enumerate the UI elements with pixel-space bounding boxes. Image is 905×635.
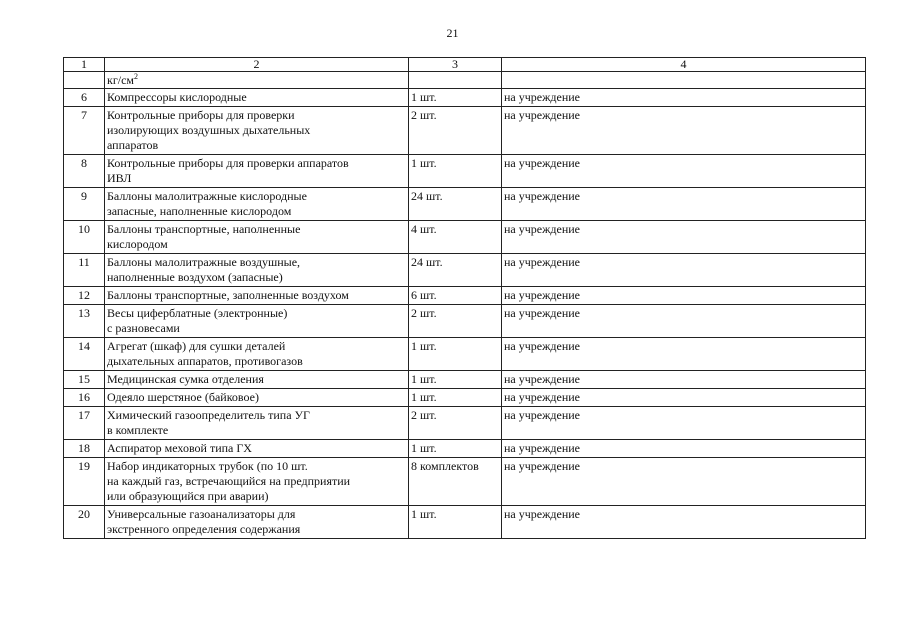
table-row [64, 254, 866, 287]
table-row [64, 407, 866, 440]
item-name-line: Контрольные приборы для проверки [107, 108, 295, 122]
item-name-line: с разновесами [107, 321, 180, 335]
row-number: 7 [64, 107, 105, 155]
unit-cell [105, 72, 409, 89]
table-header-row [64, 58, 866, 72]
item-quantity: 4 шт. [409, 221, 502, 254]
header-cell-4: 4 [502, 58, 866, 72]
item-name-line: аппаратов [107, 138, 159, 152]
item-name-line: Компрессоры кислородные [107, 90, 247, 104]
item-name-line: запасные, наполненные кислородом [107, 204, 292, 218]
empty-cell [502, 72, 866, 89]
empty-cell [409, 72, 502, 89]
row-number: 10 [64, 221, 105, 254]
item-name-line: кислородом [107, 237, 168, 251]
item-name [105, 458, 409, 506]
row-number: 16 [64, 389, 105, 407]
header-cell-2: 2 [105, 58, 409, 72]
table-row [64, 155, 866, 188]
header-cell-1: 1 [64, 58, 105, 72]
item-quantity: 1 шт. [409, 389, 502, 407]
item-quantity: 1 шт. [409, 338, 502, 371]
item-quantity: 2 шт. [409, 407, 502, 440]
row-number: 20 [64, 506, 105, 539]
row-number: 8 [64, 155, 105, 188]
table-row [64, 107, 866, 155]
item-name [105, 107, 409, 155]
item-name-line: Химический газоопределитель типа УГ [107, 408, 310, 422]
item-name [105, 338, 409, 371]
item-quantity: 8 комплектов [409, 458, 502, 506]
item-quantity: 2 шт. [409, 107, 502, 155]
item-quantity: 1 шт. [409, 506, 502, 539]
table-row [64, 440, 866, 458]
table-row [64, 458, 866, 506]
row-number: 15 [64, 371, 105, 389]
item-norm: на учреждение [502, 305, 866, 338]
item-norm: на учреждение [502, 440, 866, 458]
table-body [64, 58, 866, 539]
item-norm: на учреждение [502, 188, 866, 221]
item-norm: на учреждение [502, 338, 866, 371]
row-number: 13 [64, 305, 105, 338]
equipment-table [63, 57, 866, 539]
row-number: 19 [64, 458, 105, 506]
item-name [105, 389, 409, 407]
item-name-line: Универсальные газоанализаторы для [107, 507, 296, 521]
item-name [105, 407, 409, 440]
item-norm: на учреждение [502, 89, 866, 107]
unit-continuation-row [64, 72, 866, 89]
item-name-line: ИВЛ [107, 171, 132, 185]
table-row [64, 338, 866, 371]
row-number: 14 [64, 338, 105, 371]
unit-text: кг/см [107, 73, 135, 87]
item-name-line: в комплекте [107, 423, 169, 437]
page-number: 21 [446, 26, 459, 40]
table-row [64, 371, 866, 389]
item-norm: на учреждение [502, 458, 866, 506]
unit-superscript: 2 [134, 72, 139, 81]
item-name [105, 155, 409, 188]
item-norm: на учреждение [502, 506, 866, 539]
empty-cell [64, 72, 105, 89]
item-quantity: 1 шт. [409, 155, 502, 188]
item-name-line: Агрегат (шкаф) для сушки деталей [107, 339, 286, 353]
item-norm: на учреждение [502, 389, 866, 407]
item-name-line: Баллоны малолитражные кислородные [107, 189, 307, 203]
row-number: 9 [64, 188, 105, 221]
table-row [64, 221, 866, 254]
item-name-line: Одеяло шерстяное (байковое) [107, 390, 259, 404]
item-name-line: Баллоны малолитражные воздушные, [107, 255, 301, 269]
item-name-line: или образующийся при аварии) [107, 489, 269, 503]
item-name-line: дыхательных аппаратов, противогазов [107, 354, 303, 368]
table-row [64, 89, 866, 107]
table-row [64, 188, 866, 221]
row-number: 12 [64, 287, 105, 305]
item-name-line: изолирующих воздушных дыхательных [107, 123, 311, 137]
item-name [105, 440, 409, 458]
item-quantity: 2 шт. [409, 305, 502, 338]
item-quantity: 6 шт. [409, 287, 502, 305]
item-norm: на учреждение [502, 221, 866, 254]
item-quantity: 24 шт. [409, 254, 502, 287]
table-row [64, 506, 866, 539]
item-name-line: экстренного определения содержания [107, 522, 301, 536]
item-name [105, 305, 409, 338]
item-name-line: наполненные воздухом (запасные) [107, 270, 283, 284]
item-name [105, 287, 409, 305]
item-norm: на учреждение [502, 407, 866, 440]
item-norm: на учреждение [502, 287, 866, 305]
item-name-line: Медицинская сумка отделения [107, 372, 264, 386]
item-quantity: 1 шт. [409, 440, 502, 458]
item-quantity: 1 шт. [409, 89, 502, 107]
item-norm: на учреждение [502, 254, 866, 287]
table-row [64, 287, 866, 305]
row-number: 17 [64, 407, 105, 440]
item-quantity: 24 шт. [409, 188, 502, 221]
item-quantity: 1 шт. [409, 371, 502, 389]
item-norm: на учреждение [502, 371, 866, 389]
row-number: 6 [64, 89, 105, 107]
item-name-line: на каждый газ, встречающийся на предприятии [107, 474, 351, 488]
item-name-line: Контрольные приборы для проверки аппаратов [107, 156, 349, 170]
item-norm: на учреждение [502, 155, 866, 188]
item-name [105, 506, 409, 539]
header-cell-3: 3 [409, 58, 502, 72]
item-name-line: Баллоны транспортные, заполненные воздухом [107, 288, 349, 302]
item-norm: на учреждение [502, 107, 866, 155]
item-name-line: Весы циферблатные (электронные) [107, 306, 288, 320]
item-name-line: Аспиратор меховой типа ГХ [107, 441, 252, 455]
item-name-line: Набор индикаторных трубок (по 10 шт. [107, 459, 308, 473]
row-number: 11 [64, 254, 105, 287]
item-name [105, 221, 409, 254]
table-row [64, 305, 866, 338]
item-name [105, 188, 409, 221]
item-name [105, 254, 409, 287]
item-name-line: Баллоны транспортные, наполненные [107, 222, 301, 236]
table-row [64, 389, 866, 407]
item-name [105, 89, 409, 107]
item-name [105, 371, 409, 389]
row-number: 18 [64, 440, 105, 458]
